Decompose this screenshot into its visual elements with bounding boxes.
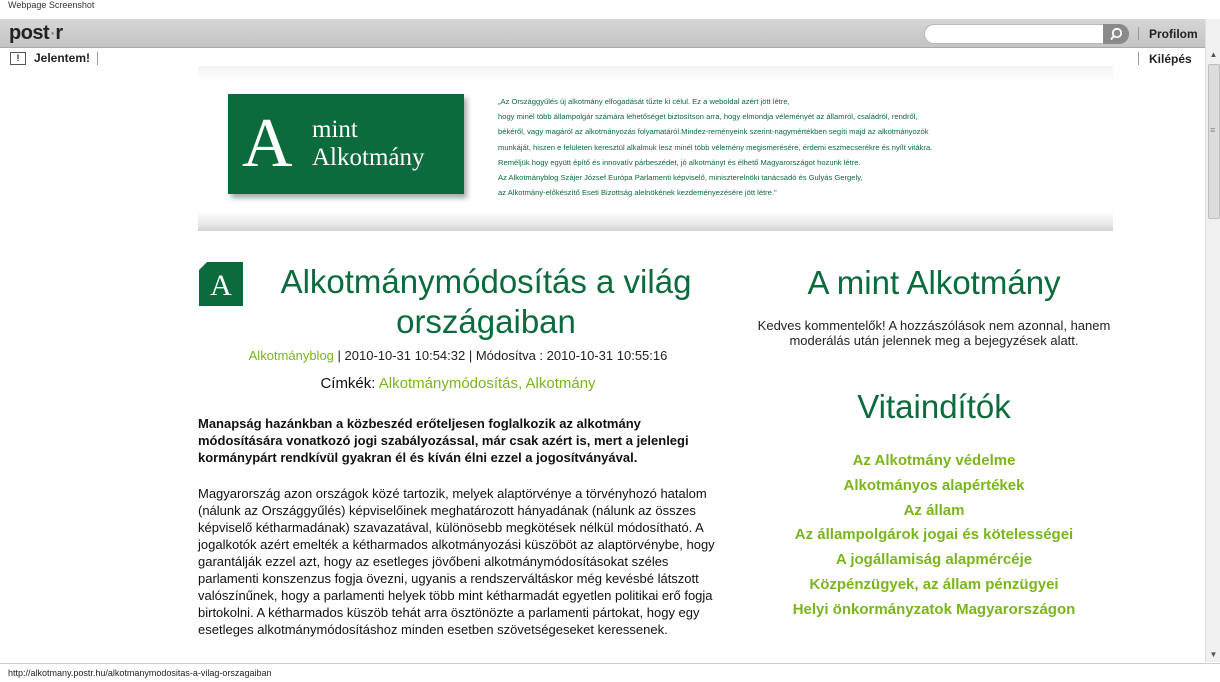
article-title[interactable]: Alkotmánymódosítás a világ országaiban	[280, 263, 692, 340]
tags-label: Címkék:	[320, 375, 379, 392]
article-dates: | 2010-10-31 10:54:32 | Módosítva : 2010-10-31 10:55:16	[333, 348, 668, 363]
status-bar	[0, 663, 1220, 682]
divider	[1138, 27, 1139, 40]
banner-quote-line: munkáját, hiszen e felületen keresztül alkalmuk lesz minél több vélemény megismerésére, érdemi eszmecserékre és nyílt vitákra.	[498, 142, 933, 152]
article-tags	[198, 375, 718, 392]
scroll-thumb[interactable]	[1208, 64, 1220, 219]
search-button[interactable]	[1103, 24, 1129, 44]
article-body: Magyarország azon országok közé tartozik, melyek alaptörvénye a törvényhozó hatalom (nálunk az Országgyűlés) képviselőinek meghatározott hányadának (nálunk az összes képviselő kétharmadának) szavazatával, különösebb megkötések nélkül módosítható. A jogalkotók azért emelték a kétharmados alkotmányozási küszöböt az alaptörvénybe, hogy garantálják ezzel azt, hogy az esetleges jövőbeni alkotmánymódosításokat széles parlamenti konszenzus fogja övezni, ugyanis a rendszerváltáskor még kevésbé látszott valószínűnek, hogy a parlamenti helyek több mint kétharmadát egyetlen politikai erő fogja birtokolni. A kétharmados küszöb tehát arra ösztönözte a parlamenti pártokat, hogy egy esetleges alkotmánymódosításhoz minden esetben szövetségeseket keressenek.	[198, 486, 715, 637]
divider	[1138, 52, 1139, 65]
banner-logo[interactable]	[228, 94, 464, 194]
report-label: Jelentem!	[34, 51, 91, 65]
article-category-icon: A	[199, 262, 243, 306]
banner-quote-line: „Az Országgyűlés új alkotmány elfogadását tűzte ki célul. Ez a weboldal azért jött létre,	[498, 97, 790, 106]
vertical-scrollbar[interactable]	[1205, 19, 1220, 662]
banner-logo-line1: mint	[312, 116, 358, 143]
debate-heading: Vitaindítók	[857, 388, 1011, 425]
author-link[interactable]: Alkotmányblog	[248, 348, 334, 363]
article-meta	[198, 348, 718, 363]
logo-dot: ·	[49, 22, 56, 44]
logo-text-main: post	[9, 22, 50, 44]
top-navigation-bar	[0, 19, 1205, 48]
status-url: http://alkotmany.postr.hu/alkotmanymodositas-a-vilag-orszagaiban	[8, 668, 272, 678]
debate-link[interactable]: Az állam	[903, 501, 965, 519]
banner-quote-line: Az Alkotmányblog Szájer József Európa Parlamenti képviselő, miniszterelnöki tanácsadó és Gulyás Gergely,	[498, 173, 863, 183]
arrow-down-icon[interactable]: ▼	[1209, 650, 1218, 659]
moderation-note: Kedves kommentelők! A hozzászólások nem azonnal, hanem moderálás után jelennek meg a bejegyzések alatt.	[757, 318, 1111, 348]
search-icon	[1103, 24, 1129, 44]
arrow-up-icon[interactable]: ▲	[1209, 50, 1218, 59]
search-input[interactable]	[933, 26, 1102, 42]
debate-link[interactable]: Az állampolgárok jogai és kötelességei	[794, 526, 1074, 544]
logout-link[interactable]: Kilépés	[1149, 52, 1192, 66]
profile-link[interactable]: Profilom	[1149, 27, 1198, 41]
exclamation-icon: !	[10, 52, 26, 65]
sidebar-title: A mint Alkotmány	[807, 264, 1061, 301]
banner-quote-line: hogy minél több állampolgár számára lehetőséget biztosítson arra, hogy elmondja véleményét az államról, családról, rendről,	[498, 112, 918, 122]
tag-links[interactable]: Alkotmánymódosítás, Alkotmány	[378, 375, 596, 392]
debate-list	[748, 449, 1120, 623]
banner-quote-line: békéről, vagy magáról az alkotmányozás folyamatáról.Mindez-reményeink szerint-nagymértékben segíti majd az alkotmányozók	[498, 127, 929, 137]
debate-link[interactable]: A jogállamiság alapmércéje	[835, 551, 1033, 569]
banner-logo-line2: Alkotmány	[312, 144, 425, 171]
postr-logo[interactable]	[9, 22, 63, 45]
banner-quote-line: az Alkotmány-előkészítő Eseti Bizottság alelnökének kezdeményezésére jött létre."	[498, 188, 777, 198]
window-caption: Webpage Screenshot	[8, 0, 95, 10]
article-lead: Manapság hazánkban a közbeszéd erőteljesen foglalkozik az alkotmány módosítására vonatkozó jogi szabályozással, már csak azért is, mert a jelenlegi kormánypárt rendkívül gyakran él és kíván élni ezzel a jogosítványával.	[198, 416, 689, 465]
logo-text-end: r	[55, 22, 63, 44]
debate-link[interactable]: Az Alkotmány védelme	[852, 452, 1016, 469]
banner-quote	[498, 94, 1058, 200]
debate-link[interactable]: Közpénzügyek, az állam pénzügyei	[809, 575, 1059, 593]
debate-link[interactable]: Alkotmányos alapértékek	[843, 476, 1025, 494]
banner-quote-line: Reméljük hogy együtt építő és innovatív párbeszédet, jó alkotmányt és élhető Magyarországot hozunk létre.	[498, 157, 861, 167]
report-link[interactable]	[10, 51, 90, 65]
divider	[97, 52, 98, 65]
banner-logo-letter: A	[242, 105, 293, 182]
search-box	[924, 24, 1129, 44]
debate-link[interactable]: Helyi önkormányzatok Magyarországon	[792, 600, 1076, 618]
